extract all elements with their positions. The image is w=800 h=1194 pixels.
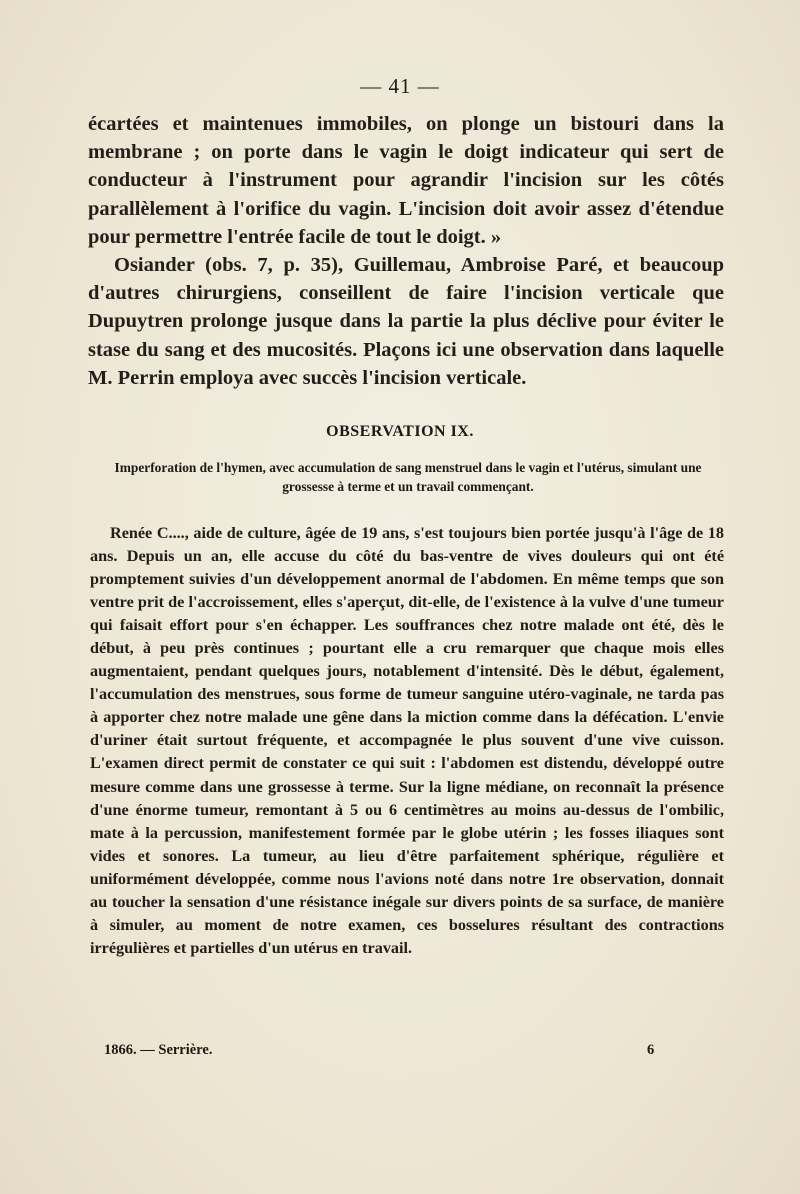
intro-text — [88, 110, 724, 392]
paragraph: Osiander (obs. 7, p. 35), Guillemau, Ambroise Paré, et beaucoup d'autres chirurgiens, conseillent de faire l'incision verticale que Dupuytren prolonge jusque dans la partie la plus déclive pour éviter le stase du sang et des mucosités. Plaçons ici une observation dans laquelle M. Perrin employa avec succès l'incision verticale. — [88, 254, 724, 389]
paragraph: écartées et maintenues immobiles, on plonge un bistouri dans la membrane ; on porte dans le vagin le doigt indicateur qui sert de conducteur à l'instrument pour agrandir l'incision sur les côtés parallèlement à l'orifice du vagin. L'incision doit avoir assez d'étendue pour permettre l'entrée facile de tout le doigt. » — [88, 113, 724, 248]
page-number: — 41 — — [360, 74, 440, 98]
paragraph: Renée C...., aide de culture, âgée de 19 ans, s'est toujours bien portée jusqu'à l'âge de 18 ans. Depuis un an, elle accuse du côté du bas-ventre de vives douleurs qui ont été promptement suivies d'un développement anormal de l'abdomen. En même temps que son ventre prit de l'accroissement, elles s'aperçut, dit-elle, de l'existence à la vulve d'une tumeur qui faisait effort pour s'en échapper. Les souffrances chez notre malade ont été, dès le début, à peu près continues ; pourtant elle a cru remarquer que chaque mois elles augmentaient, pendant quelques jours, notablement d'intensité. Dès le début, également, l'accumulation des menstrues, sous forme de tumeur sanguine utéro-vaginale, ne tarda pas à apporter chez notre malade une gêne dans la miction comme dans la défécation. L'envie d'uriner était surtout fréquente, et accompagnée le plus souvent d'une vive cuisson. L'examen direct permit de constater ce qui suit : l'abdomen est distendu, développé outre mesure comme dans une grossesse à terme. Sur la ligne médiane, on reconnaît la présence d'une énorme tumeur, remontant à 5 ou 6 centimètres au moins au-dessus de l'ombilic, mate à la percussion, manifestement formée par le globe utérin ; les fosses iliaques sont vides et sonores. La tumeur, au lieu d'être parfaitement sphérique, régulière et uniformément développée, comme nous l'avions noté dans notre 1re observation, donnait au toucher la sensation d'une résistance inégale sur divers points de sa surface, de manière à simuler, au moment de notre examen, ces bosselures résultant des contractions irrégulières et partielles d'un utérus en travail. — [90, 524, 724, 957]
printer-signature: 1866. — Serrière. — [104, 1042, 213, 1058]
observation-body — [90, 522, 724, 960]
observation-subtitle: Imperforation de l'hymen, avec accumulation de sang menstruel dans le vagin et l'utérus, simulant une grossesse à terme et un travail commençant. — [114, 460, 702, 494]
sheet-number: 6 — [647, 1042, 655, 1058]
observation-title: OBSERVATION IX. — [326, 423, 474, 440]
